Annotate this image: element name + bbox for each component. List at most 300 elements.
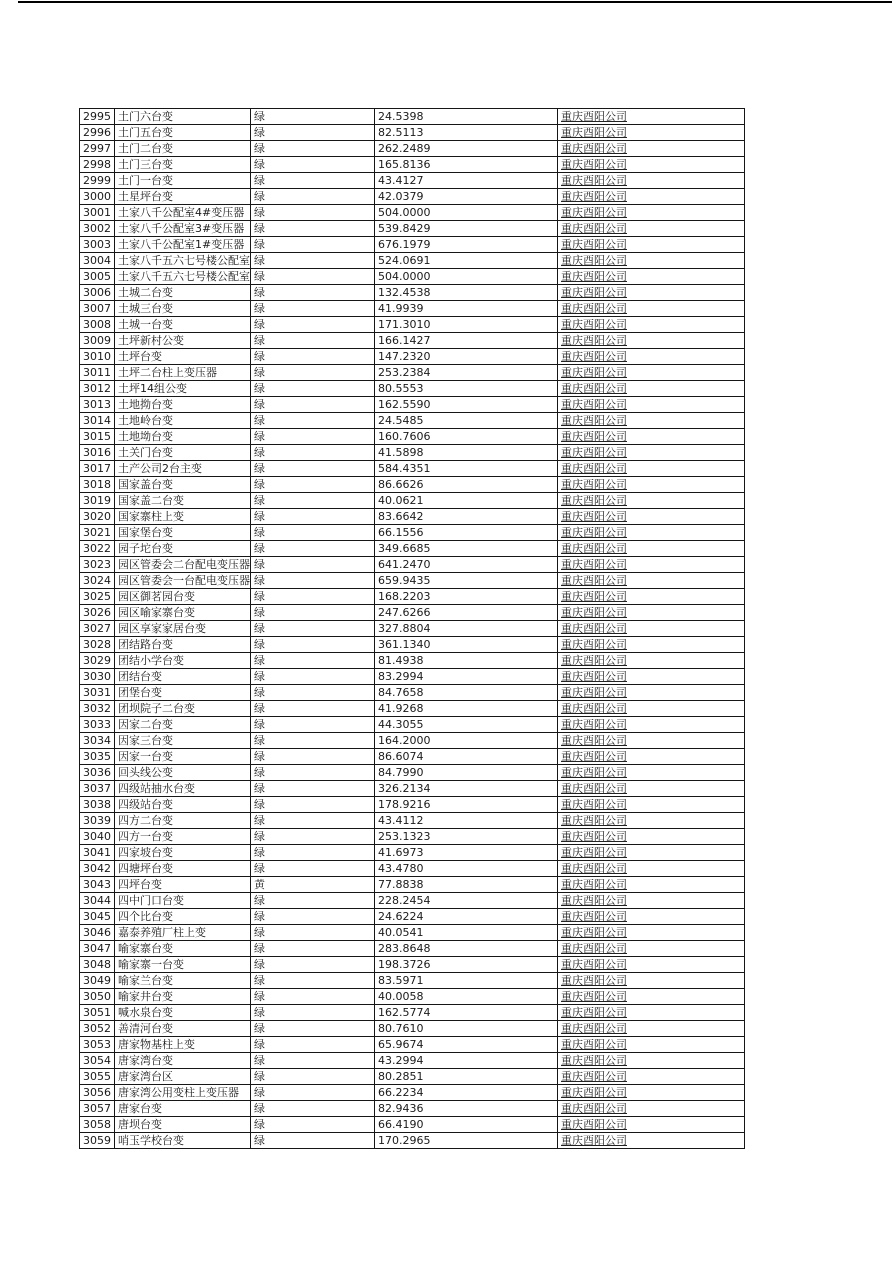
cell-name: 土坪14组公变 <box>115 381 251 397</box>
cell-value: 170.2965 <box>375 1133 558 1149</box>
table-row <box>80 781 745 797</box>
cell-row-number: 3002 <box>80 221 115 237</box>
cell-name: 土城一台变 <box>115 317 251 333</box>
cell-name: 园区管委会一台配电变压器 <box>115 573 251 589</box>
cell-row-number: 3044 <box>80 893 115 909</box>
table-row <box>80 237 745 253</box>
table-row <box>80 1085 745 1101</box>
cell-company-link[interactable]: 重庆酉阳公司 <box>558 669 745 685</box>
cell-value: 132.4538 <box>375 285 558 301</box>
cell-name: 团堡台变 <box>115 685 251 701</box>
cell-company-link[interactable]: 重庆酉阳公司 <box>558 477 745 493</box>
cell-status: 绿 <box>251 1021 375 1037</box>
cell-row-number: 2999 <box>80 173 115 189</box>
cell-status: 绿 <box>251 1085 375 1101</box>
cell-value: 253.1323 <box>375 829 558 845</box>
cell-value: 43.2994 <box>375 1053 558 1069</box>
cell-name: 国家盖台变 <box>115 477 251 493</box>
cell-company-link[interactable]: 重庆酉阳公司 <box>558 189 745 205</box>
cell-company-link[interactable]: 重庆酉阳公司 <box>558 525 745 541</box>
cell-value: 198.3726 <box>375 957 558 973</box>
cell-company-link[interactable]: 重庆酉阳公司 <box>558 637 745 653</box>
cell-status: 绿 <box>251 1101 375 1117</box>
cell-name: 土家八千公配室3#变压器 <box>115 221 251 237</box>
cell-status: 绿 <box>251 893 375 909</box>
table-row <box>80 925 745 941</box>
cell-name: 园区管委会二台配电变压器 <box>115 557 251 573</box>
cell-name: 土门五台变 <box>115 125 251 141</box>
cell-name: 四方一台变 <box>115 829 251 845</box>
cell-value: 43.4780 <box>375 861 558 877</box>
cell-name: 喻家井台变 <box>115 989 251 1005</box>
table-row <box>80 1101 745 1117</box>
table-row <box>80 221 745 237</box>
cell-row-number: 3005 <box>80 269 115 285</box>
cell-status: 绿 <box>251 621 375 637</box>
cell-value: 82.9436 <box>375 1101 558 1117</box>
cell-row-number: 3011 <box>80 365 115 381</box>
cell-status: 绿 <box>251 317 375 333</box>
table-row <box>80 557 745 573</box>
cell-value: 641.2470 <box>375 557 558 573</box>
table-row <box>80 509 745 525</box>
cell-status: 绿 <box>251 429 375 445</box>
table-row <box>80 525 745 541</box>
cell-row-number: 3008 <box>80 317 115 333</box>
cell-value: 361.1340 <box>375 637 558 653</box>
cell-status: 黄 <box>251 877 375 893</box>
table-row <box>80 253 745 269</box>
table-row <box>80 589 745 605</box>
cell-status: 绿 <box>251 413 375 429</box>
cell-row-number: 3018 <box>80 477 115 493</box>
cell-row-number: 3009 <box>80 333 115 349</box>
cell-row-number: 3004 <box>80 253 115 269</box>
cell-value: 81.4938 <box>375 653 558 669</box>
cell-status: 绿 <box>251 1053 375 1069</box>
table-row <box>80 349 745 365</box>
cell-name: 土门二台变 <box>115 141 251 157</box>
cell-row-number: 3024 <box>80 573 115 589</box>
cell-status: 绿 <box>251 765 375 781</box>
cell-status: 绿 <box>251 157 375 173</box>
cell-row-number: 3059 <box>80 1133 115 1149</box>
cell-row-number: 3017 <box>80 461 115 477</box>
cell-value: 41.9268 <box>375 701 558 717</box>
cell-company-link[interactable]: 重庆酉阳公司 <box>558 941 745 957</box>
table-row <box>80 1133 745 1149</box>
cell-company-link[interactable]: 重庆酉阳公司 <box>558 877 745 893</box>
cell-company-link[interactable]: 重庆酉阳公司 <box>558 765 745 781</box>
cell-value: 83.2994 <box>375 669 558 685</box>
cell-value: 77.8838 <box>375 877 558 893</box>
cell-row-number: 3040 <box>80 829 115 845</box>
cell-value: 253.2384 <box>375 365 558 381</box>
cell-status: 绿 <box>251 989 375 1005</box>
cell-name: 国家寨柱上变 <box>115 509 251 525</box>
cell-row-number: 3023 <box>80 557 115 573</box>
cell-status: 绿 <box>251 173 375 189</box>
cell-company-link[interactable]: 重庆酉阳公司 <box>558 1005 745 1021</box>
cell-name: 土家八千五六七号楼公配室 <box>115 269 251 285</box>
cell-row-number: 3055 <box>80 1069 115 1085</box>
cell-company-link[interactable]: 重庆酉阳公司 <box>558 429 745 445</box>
cell-status: 绿 <box>251 397 375 413</box>
cell-value: 171.3010 <box>375 317 558 333</box>
cell-row-number: 3058 <box>80 1117 115 1133</box>
table-row <box>80 765 745 781</box>
transformer-table <box>79 108 745 1149</box>
cell-row-number: 3028 <box>80 637 115 653</box>
cell-name: 土坪新村公变 <box>115 333 251 349</box>
cell-value: 504.0000 <box>375 269 558 285</box>
cell-name: 唐家湾台变 <box>115 1053 251 1069</box>
cell-value: 162.5774 <box>375 1005 558 1021</box>
cell-status: 绿 <box>251 349 375 365</box>
cell-status: 绿 <box>251 829 375 845</box>
table-row <box>80 957 745 973</box>
cell-row-number: 3003 <box>80 237 115 253</box>
cell-company-link[interactable]: 重庆酉阳公司 <box>558 269 745 285</box>
cell-company-link[interactable]: 重庆酉阳公司 <box>558 861 745 877</box>
table-row <box>80 189 745 205</box>
cell-company-link[interactable]: 重庆酉阳公司 <box>558 781 745 797</box>
cell-row-number: 3013 <box>80 397 115 413</box>
cell-status: 绿 <box>251 365 375 381</box>
cell-company-link[interactable]: 重庆酉阳公司 <box>558 301 745 317</box>
cell-value: 676.1979 <box>375 237 558 253</box>
cell-company-link[interactable]: 重庆酉阳公司 <box>558 509 745 525</box>
cell-row-number: 3048 <box>80 957 115 973</box>
cell-company-link[interactable]: 重庆酉阳公司 <box>558 109 745 125</box>
cell-row-number: 3042 <box>80 861 115 877</box>
table-row <box>80 493 745 509</box>
cell-row-number: 3030 <box>80 669 115 685</box>
cell-value: 84.7990 <box>375 765 558 781</box>
cell-company-link[interactable]: 重庆酉阳公司 <box>558 1085 745 1101</box>
cell-status: 绿 <box>251 925 375 941</box>
cell-value: 66.4190 <box>375 1117 558 1133</box>
cell-value: 24.5485 <box>375 413 558 429</box>
cell-value: 86.6074 <box>375 749 558 765</box>
cell-company-link[interactable]: 重庆酉阳公司 <box>558 253 745 269</box>
cell-name: 园区御茗园台变 <box>115 589 251 605</box>
cell-name: 土地坳台变 <box>115 429 251 445</box>
cell-company-link[interactable]: 重庆酉阳公司 <box>558 157 745 173</box>
cell-company-link[interactable]: 重庆酉阳公司 <box>558 797 745 813</box>
cell-company-link[interactable]: 重庆酉阳公司 <box>558 141 745 157</box>
cell-value: 40.0541 <box>375 925 558 941</box>
table-row <box>80 125 745 141</box>
table-row <box>80 749 745 765</box>
cell-value: 504.0000 <box>375 205 558 221</box>
cell-company-link[interactable]: 重庆酉阳公司 <box>558 1037 745 1053</box>
cell-name: 土坪台变 <box>115 349 251 365</box>
cell-row-number: 3006 <box>80 285 115 301</box>
table-row <box>80 429 745 445</box>
cell-value: 147.2320 <box>375 349 558 365</box>
cell-row-number: 2997 <box>80 141 115 157</box>
cell-row-number: 2995 <box>80 109 115 125</box>
cell-name: 土地拗台变 <box>115 397 251 413</box>
cell-status: 绿 <box>251 557 375 573</box>
cell-row-number: 3014 <box>80 413 115 429</box>
cell-value: 83.6642 <box>375 509 558 525</box>
cell-row-number: 3049 <box>80 973 115 989</box>
cell-company-link[interactable]: 重庆酉阳公司 <box>558 621 745 637</box>
table-row <box>80 173 745 189</box>
cell-company-link[interactable]: 重庆酉阳公司 <box>558 205 745 221</box>
table-row <box>80 157 745 173</box>
cell-status: 绿 <box>251 301 375 317</box>
cell-name: 土家八千公配室1#变压器 <box>115 237 251 253</box>
cell-value: 66.1556 <box>375 525 558 541</box>
cell-status: 绿 <box>251 653 375 669</box>
cell-name: 园区喻家寨台变 <box>115 605 251 621</box>
cell-name: 喻家兰台变 <box>115 973 251 989</box>
cell-row-number: 3053 <box>80 1037 115 1053</box>
cell-company-link[interactable]: 重庆酉阳公司 <box>558 1133 745 1149</box>
cell-row-number: 2996 <box>80 125 115 141</box>
table-row <box>80 877 745 893</box>
table-row <box>80 109 745 125</box>
table-row <box>80 621 745 637</box>
table-row <box>80 733 745 749</box>
cell-company-link[interactable]: 重庆酉阳公司 <box>558 237 745 253</box>
cell-company-link[interactable]: 重庆酉阳公司 <box>558 685 745 701</box>
cell-value: 24.6224 <box>375 909 558 925</box>
cell-company-link[interactable]: 重庆酉阳公司 <box>558 1053 745 1069</box>
cell-company-link[interactable]: 重庆酉阳公司 <box>558 653 745 669</box>
cell-row-number: 3012 <box>80 381 115 397</box>
cell-status: 绿 <box>251 717 375 733</box>
cell-value: 584.4351 <box>375 461 558 477</box>
cell-company-link[interactable]: 重庆酉阳公司 <box>558 589 745 605</box>
cell-row-number: 2998 <box>80 157 115 173</box>
cell-value: 40.0621 <box>375 493 558 509</box>
cell-row-number: 3032 <box>80 701 115 717</box>
cell-company-link[interactable]: 重庆酉阳公司 <box>558 541 745 557</box>
cell-company-link[interactable]: 重庆酉阳公司 <box>558 989 745 1005</box>
cell-company-link[interactable]: 重庆酉阳公司 <box>558 813 745 829</box>
table-row <box>80 685 745 701</box>
cell-status: 绿 <box>251 781 375 797</box>
cell-company-link[interactable]: 重庆酉阳公司 <box>558 285 745 301</box>
cell-value: 165.8136 <box>375 157 558 173</box>
table-row <box>80 701 745 717</box>
cell-company-link[interactable]: 重庆酉阳公司 <box>558 349 745 365</box>
cell-status: 绿 <box>251 381 375 397</box>
cell-company-link[interactable]: 重庆酉阳公司 <box>558 461 745 477</box>
cell-name: 团结路台变 <box>115 637 251 653</box>
cell-status: 绿 <box>251 493 375 509</box>
table-row <box>80 573 745 589</box>
table-row <box>80 333 745 349</box>
cell-name: 唐坝台变 <box>115 1117 251 1133</box>
cell-company-link[interactable]: 重庆酉阳公司 <box>558 717 745 733</box>
cell-row-number: 3057 <box>80 1101 115 1117</box>
cell-name: 嘉泰养殖厂柱上变 <box>115 925 251 941</box>
cell-status: 绿 <box>251 957 375 973</box>
cell-company-link[interactable]: 重庆酉阳公司 <box>558 221 745 237</box>
cell-name: 国家堡台变 <box>115 525 251 541</box>
cell-row-number: 3045 <box>80 909 115 925</box>
cell-company-link[interactable]: 重庆酉阳公司 <box>558 845 745 861</box>
cell-company-link[interactable]: 重庆酉阳公司 <box>558 557 745 573</box>
cell-company-link[interactable]: 重庆酉阳公司 <box>558 445 745 461</box>
cell-row-number: 3016 <box>80 445 115 461</box>
cell-company-link[interactable]: 重庆酉阳公司 <box>558 973 745 989</box>
cell-company-link[interactable]: 重庆酉阳公司 <box>558 909 745 925</box>
cell-row-number: 3051 <box>80 1005 115 1021</box>
cell-name: 喊水泉台变 <box>115 1005 251 1021</box>
table-row <box>80 381 745 397</box>
cell-company-link[interactable]: 重庆酉阳公司 <box>558 397 745 413</box>
cell-value: 178.9216 <box>375 797 558 813</box>
cell-name: 四塘坪台变 <box>115 861 251 877</box>
cell-company-link[interactable]: 重庆酉阳公司 <box>558 381 745 397</box>
cell-name: 因家三台变 <box>115 733 251 749</box>
cell-name: 唐家湾台区 <box>115 1069 251 1085</box>
cell-name: 唐家湾公用变柱上变压器 <box>115 1085 251 1101</box>
table-row <box>80 365 745 381</box>
cell-row-number: 3034 <box>80 733 115 749</box>
cell-name: 团结台变 <box>115 669 251 685</box>
cell-name: 四家坡台变 <box>115 845 251 861</box>
cell-company-link[interactable]: 重庆酉阳公司 <box>558 925 745 941</box>
cell-company-link[interactable]: 重庆酉阳公司 <box>558 413 745 429</box>
cell-name: 土关门台变 <box>115 445 251 461</box>
cell-value: 43.4112 <box>375 813 558 829</box>
cell-company-link[interactable]: 重庆酉阳公司 <box>558 573 745 589</box>
cell-row-number: 3036 <box>80 765 115 781</box>
table-row <box>80 1005 745 1021</box>
cell-value: 349.6685 <box>375 541 558 557</box>
cell-name: 土家八千公配室4#变压器 <box>115 205 251 221</box>
cell-company-link[interactable]: 重庆酉阳公司 <box>558 1117 745 1133</box>
table-row <box>80 813 745 829</box>
cell-company-link[interactable]: 重庆酉阳公司 <box>558 829 745 845</box>
cell-status: 绿 <box>251 445 375 461</box>
cell-row-number: 3031 <box>80 685 115 701</box>
table-row <box>80 1021 745 1037</box>
cell-name: 土门三台变 <box>115 157 251 173</box>
cell-company-link[interactable]: 重庆酉阳公司 <box>558 957 745 973</box>
cell-row-number: 3033 <box>80 717 115 733</box>
cell-company-link[interactable]: 重庆酉阳公司 <box>558 1101 745 1117</box>
cell-company-link[interactable]: 重庆酉阳公司 <box>558 733 745 749</box>
table-row <box>80 461 745 477</box>
table-row <box>80 317 745 333</box>
cell-status: 绿 <box>251 1117 375 1133</box>
table-row <box>80 1069 745 1085</box>
cell-row-number: 3046 <box>80 925 115 941</box>
cell-company-link[interactable]: 重庆酉阳公司 <box>558 1021 745 1037</box>
cell-name: 四级站抽水台变 <box>115 781 251 797</box>
cell-value: 283.8648 <box>375 941 558 957</box>
cell-name: 团坝院子二台变 <box>115 701 251 717</box>
table-row <box>80 1117 745 1133</box>
cell-name: 土城三台变 <box>115 301 251 317</box>
cell-status: 绿 <box>251 477 375 493</box>
cell-row-number: 3007 <box>80 301 115 317</box>
cell-status: 绿 <box>251 941 375 957</box>
cell-company-link[interactable]: 重庆酉阳公司 <box>558 749 745 765</box>
cell-row-number: 3038 <box>80 797 115 813</box>
cell-row-number: 3043 <box>80 877 115 893</box>
cell-company-link[interactable]: 重庆酉阳公司 <box>558 893 745 909</box>
cell-name: 因家二台变 <box>115 717 251 733</box>
cell-value: 24.5398 <box>375 109 558 125</box>
cell-value: 164.2000 <box>375 733 558 749</box>
cell-status: 绿 <box>251 525 375 541</box>
cell-name: 园区享家家居台变 <box>115 621 251 637</box>
cell-value: 160.7606 <box>375 429 558 445</box>
cell-status: 绿 <box>251 333 375 349</box>
table-row <box>80 669 745 685</box>
cell-status: 绿 <box>251 637 375 653</box>
cell-status: 绿 <box>251 845 375 861</box>
cell-name: 哨玉学校台变 <box>115 1133 251 1149</box>
cell-status: 绿 <box>251 909 375 925</box>
cell-name: 土坪二台柱上变压器 <box>115 365 251 381</box>
cell-status: 绿 <box>251 797 375 813</box>
cell-value: 80.5553 <box>375 381 558 397</box>
cell-company-link[interactable]: 重庆酉阳公司 <box>558 493 745 509</box>
cell-status: 绿 <box>251 125 375 141</box>
table-row <box>80 653 745 669</box>
cell-value: 162.5590 <box>375 397 558 413</box>
cell-company-link[interactable]: 重庆酉阳公司 <box>558 605 745 621</box>
cell-status: 绿 <box>251 669 375 685</box>
cell-value: 40.0058 <box>375 989 558 1005</box>
cell-company-link[interactable]: 重庆酉阳公司 <box>558 317 745 333</box>
cell-value: 82.5113 <box>375 125 558 141</box>
cell-row-number: 3041 <box>80 845 115 861</box>
cell-name: 回头线公变 <box>115 765 251 781</box>
cell-company-link[interactable]: 重庆酉阳公司 <box>558 365 745 381</box>
table-row <box>80 605 745 621</box>
table-row <box>80 205 745 221</box>
cell-status: 绿 <box>251 605 375 621</box>
table-row <box>80 285 745 301</box>
cell-company-link[interactable]: 重庆酉阳公司 <box>558 701 745 717</box>
cell-name: 因家一台变 <box>115 749 251 765</box>
cell-status: 绿 <box>251 685 375 701</box>
table-row <box>80 717 745 733</box>
cell-company-link[interactable]: 重庆酉阳公司 <box>558 333 745 349</box>
table-row <box>80 941 745 957</box>
cell-row-number: 3029 <box>80 653 115 669</box>
cell-value: 83.5971 <box>375 973 558 989</box>
cell-company-link[interactable]: 重庆酉阳公司 <box>558 125 745 141</box>
table-row <box>80 797 745 813</box>
cell-row-number: 3021 <box>80 525 115 541</box>
cell-status: 绿 <box>251 285 375 301</box>
cell-value: 65.9674 <box>375 1037 558 1053</box>
table-row <box>80 541 745 557</box>
cell-company-link[interactable]: 重庆酉阳公司 <box>558 173 745 189</box>
cell-row-number: 3054 <box>80 1053 115 1069</box>
cell-status: 绿 <box>251 541 375 557</box>
cell-name: 善清河台变 <box>115 1021 251 1037</box>
cell-name: 四级站台变 <box>115 797 251 813</box>
table-row <box>80 141 745 157</box>
cell-name: 园子坨台变 <box>115 541 251 557</box>
cell-company-link[interactable]: 重庆酉阳公司 <box>558 1069 745 1085</box>
cell-status: 绿 <box>251 861 375 877</box>
cell-status: 绿 <box>251 461 375 477</box>
